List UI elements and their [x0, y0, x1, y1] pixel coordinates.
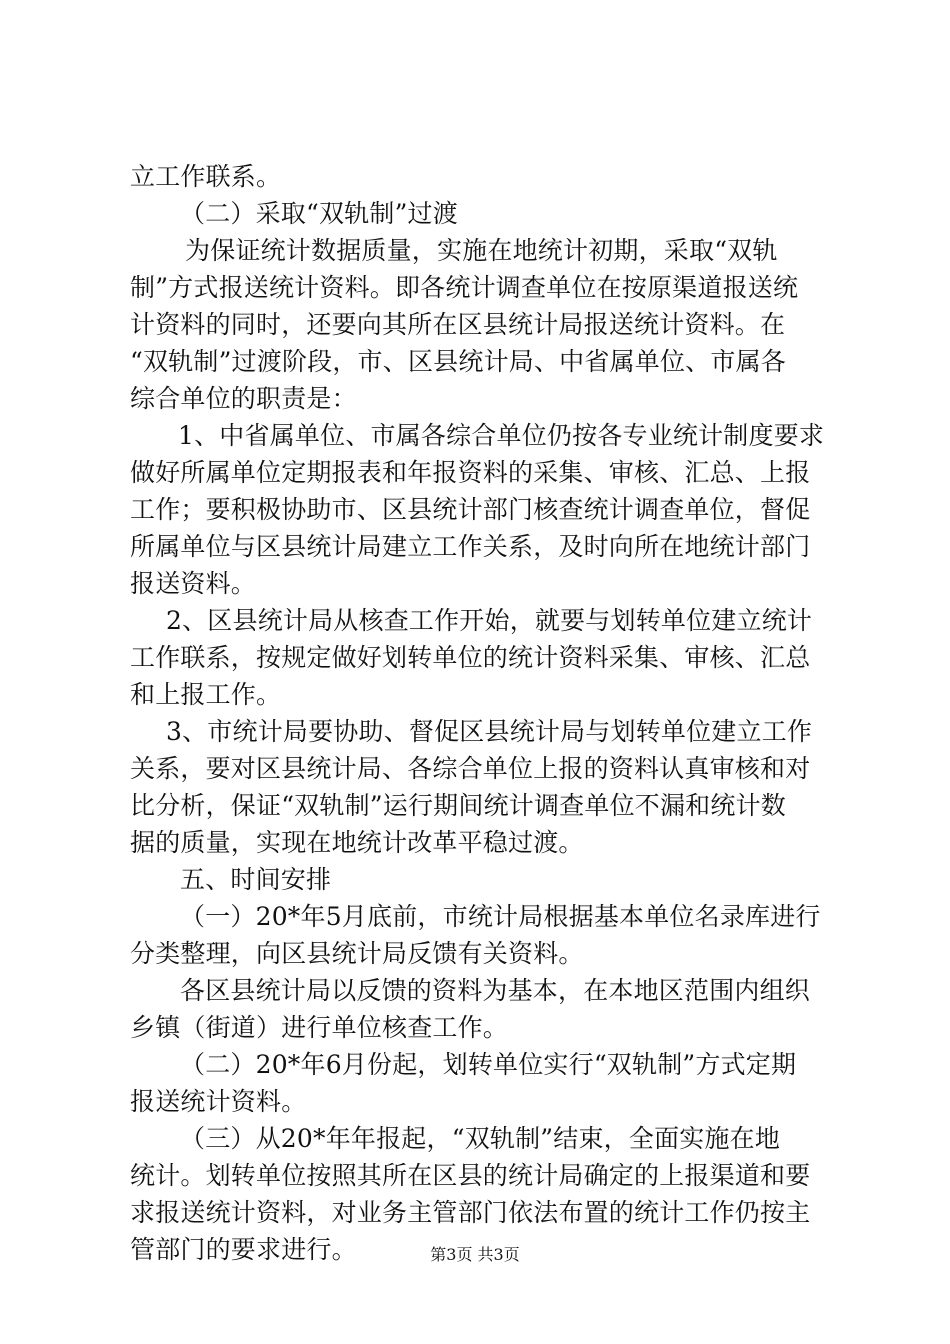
list-item: 2、区县统计局从核查工作开始，就要与划转单位建立统计	[166, 606, 813, 635]
list-item: 1、中省属单位、市属各综合单位仍按各专业统计制度要求	[178, 421, 825, 450]
page-number: 第3页 共3页	[430, 1245, 520, 1264]
paragraph-line: 报送统计资料。	[130, 1087, 307, 1116]
paragraph-line: 计资料的同时，还要向其所在区县统计局报送统计资料。在	[130, 310, 786, 339]
paragraph-line: “双轨制”过渡阶段，市、区县统计局、中省属单位、市属各	[130, 347, 786, 376]
paragraph-line: 比分析，保证“双轨制”运行期间统计调查单位不漏和统计数	[130, 791, 786, 820]
paragraph-line: 做好所属单位定期报表和年报资料的采集、审核、汇总、上报	[130, 458, 811, 487]
paragraph-line: 分类整理，向区县统计局反馈有关资料。	[130, 939, 584, 968]
paragraph-line: 立工作联系。	[130, 162, 282, 191]
paragraph-line: 关系，要对区县统计局、各综合单位上报的资料认真审核和对	[130, 754, 811, 783]
paragraph-line: 工作联系，按规定做好划转单位的统计资料采集、审核、汇总	[130, 643, 811, 672]
paragraph-line: 统计。划转单位按照其所在区县的统计局确定的上报渠道和要	[130, 1161, 811, 1190]
list-item: （一）20*年5月底前，市统计局根据基本单位名录库进行	[180, 902, 821, 931]
paragraph-line: 乡镇（街道）进行单位核查工作。	[130, 1013, 509, 1042]
list-item: 3、市统计局要协助、督促区县统计局与划转单位建立工作	[166, 717, 813, 746]
paragraph-line: 制”方式报送统计资料。即各统计调查单位在按原渠道报送统	[130, 273, 799, 302]
list-item: （二）20*年6月份起，划转单位实行“双轨制”方式定期	[180, 1050, 797, 1079]
paragraph-line: 和上报工作。	[130, 680, 282, 709]
section-heading: （二）采取“双轨制”过渡	[180, 199, 458, 228]
paragraph-line: 报送资料。	[130, 569, 257, 598]
paragraph-line: 管部门的要求进行。	[130, 1235, 357, 1264]
paragraph-line: 求报送统计资料，对业务主管部门依法布置的统计工作仍按主	[130, 1198, 811, 1227]
paragraph-line: 所属单位与区县统计局建立工作关系，及时向所在地统计部门	[130, 532, 811, 561]
list-item: （三）从20*年年报起，“双轨制”结束，全面实施在地	[180, 1124, 781, 1153]
paragraph-line: 据的质量，实现在地统计改革平稳过渡。	[130, 828, 584, 857]
paragraph-line: 为保证统计数据质量，实施在地统计初期，采取“双轨	[185, 236, 778, 265]
paragraph-line: 各区县统计局以反馈的资料为基本，在本地区范围内组织	[180, 976, 811, 1005]
paragraph-line: 综合单位的职责是：	[130, 384, 357, 413]
document-body	[130, 158, 830, 1268]
section-heading: 五、时间安排	[180, 865, 332, 894]
paragraph-line: 工作；要积极协助市、区县统计部门核查统计调查单位，督促	[130, 495, 811, 524]
